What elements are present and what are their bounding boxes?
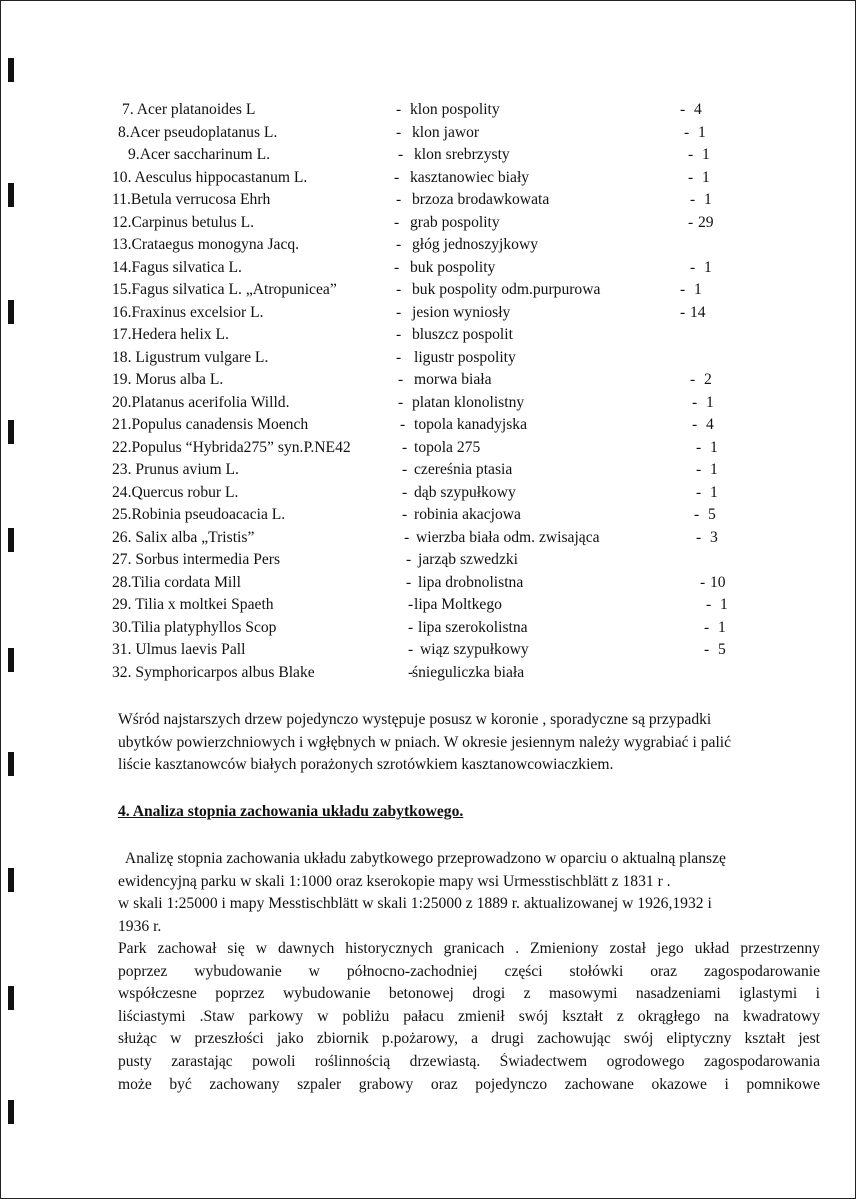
species-row — [0, 641, 856, 663]
species-row — [0, 416, 856, 438]
species-row — [0, 394, 856, 416]
tree-count: 1 — [704, 191, 712, 208]
separator-dash: - — [396, 326, 402, 343]
polish-name: klon pospolity — [410, 101, 500, 118]
species-row — [0, 169, 856, 191]
binding-mark — [8, 752, 14, 776]
species-row — [0, 304, 856, 326]
separator-dash: - — [400, 416, 406, 433]
separator-dash: - — [402, 461, 408, 478]
tree-count: 1 — [702, 168, 710, 186]
polish-name: klon jawor — [412, 123, 480, 141]
count-dash: - — [690, 258, 696, 276]
latin-name: 16.Fraxinus excelsior L. — [112, 303, 264, 321]
latin-name: 25.Robinia pseudoacacia L. — [112, 506, 286, 523]
binding-mark — [8, 58, 14, 82]
polish-name: czereśnia ptasia — [414, 461, 513, 478]
text-line: pusty zarastając powoli roślinnością drzewiastą. Świadectwem ogrodowego zagospodarowania — [118, 1053, 820, 1070]
latin-name: 18. Ligustrum vulgare L. — [112, 348, 269, 366]
tree-count: 3 — [710, 528, 718, 546]
latin-name: 11.Betula verrucosa Ehrh — [112, 191, 271, 208]
count-dash: - — [680, 303, 686, 321]
latin-name: 28.Tilia cordata Mill — [112, 573, 241, 591]
latin-name: 19. Morus alba L. — [112, 371, 224, 388]
text-line: Park zachował się w dawnych historycznych granicach . Zmieniony został jego układ przestrzenny — [118, 940, 820, 957]
tree-count: 1 — [698, 123, 706, 141]
polish-name: buk pospolity odm.purpurowa — [412, 281, 601, 298]
separator-dash: - — [396, 281, 402, 298]
text-line: Wśród najstarszych drzew pojedynczo występuje posusz w koronie , sporadyczne są przypadki — [118, 711, 712, 728]
section-heading: 4. Analiza stopnia zachowania układu zabytkowego. — [118, 803, 464, 820]
latin-name: 14.Fagus silvatica L. — [112, 258, 242, 276]
species-row — [0, 574, 856, 596]
binding-mark — [8, 868, 14, 892]
polish-name: grab pospolity — [410, 213, 500, 231]
text-line: liściastymi .Staw parkowy w pobliżu pałacu zmienił swój kształt z okrągłego na kwadratowy — [118, 1007, 820, 1025]
latin-name: 17.Hedera helix L. — [112, 326, 229, 343]
polish-name: ligustr pospolity — [414, 348, 516, 366]
separator-dash: - — [396, 191, 402, 208]
tree-count: 29 — [698, 213, 714, 231]
tree-count: 5 — [718, 641, 726, 658]
tree-count: 14 — [690, 303, 706, 321]
species-row — [0, 146, 856, 168]
text-line: liście kasztanowców białych porażonych szrotówkiem kasztanowcowiaczkiem. — [118, 756, 614, 774]
latin-name: 24.Quercus robur L. — [112, 483, 239, 501]
separator-dash: - — [398, 371, 404, 388]
polish-name: wierzba biała odm. zwisająca — [416, 528, 600, 546]
species-row — [0, 619, 856, 641]
species-row — [0, 326, 856, 348]
polish-name: lipa szerokolistna — [418, 618, 528, 636]
tree-count: 1 — [710, 483, 718, 501]
polish-name: morwa biała — [414, 371, 492, 388]
species-row — [0, 664, 856, 686]
count-dash: - — [696, 438, 702, 456]
tree-count: 2 — [704, 371, 712, 388]
separator-dash: - — [408, 596, 414, 613]
species-row — [0, 461, 856, 483]
polish-name: topola 275 — [414, 438, 481, 456]
latin-name: 27. Sorbus intermedia Pers — [112, 551, 281, 568]
polish-name: jarząb szwedzki — [418, 551, 519, 568]
polish-name: brzoza brodawkowata — [412, 191, 550, 208]
count-dash: - — [680, 281, 686, 298]
tree-count: 1 — [706, 393, 714, 411]
tree-count: 1 — [710, 438, 718, 456]
species-row — [0, 281, 856, 303]
tree-count: 4 — [706, 416, 714, 433]
count-dash: - — [690, 191, 696, 208]
species-row — [0, 236, 856, 258]
tree-count: 1 — [718, 618, 726, 636]
latin-name: 21.Populus canadensis Moench — [112, 416, 309, 433]
tree-count: 1 — [710, 461, 718, 478]
separator-dash: - — [396, 348, 402, 366]
text-line: poprzez wybudowanie w północno-zachodniej części stołówki oraz zagospodarowanie — [118, 962, 820, 980]
count-dash: - — [696, 483, 702, 501]
text-line: Analizę stopnia zachowania układu zabytkowego przeprowadzono w oparciu o aktualną planszę — [118, 850, 726, 867]
count-dash: - — [692, 393, 698, 411]
separator-dash: - — [394, 258, 400, 276]
separator-dash: - — [408, 663, 414, 681]
species-row — [0, 191, 856, 213]
species-row — [0, 529, 856, 551]
latin-name: 23. Prunus avium L. — [112, 461, 239, 478]
separator-dash: - — [402, 438, 408, 456]
count-dash: - — [700, 573, 706, 591]
latin-name: 15.Fagus silvatica L. „Atropunicea” — [112, 281, 337, 298]
species-row — [0, 124, 856, 146]
count-dash: - — [690, 371, 696, 388]
separator-dash: - — [398, 146, 404, 163]
count-dash: - — [680, 101, 686, 118]
tree-count: 1 — [720, 596, 728, 613]
latin-name: 29. Tilia x moltkei Spaeth — [112, 596, 274, 613]
latin-name: 10. Aesculus hippocastanum L. — [112, 168, 308, 186]
text-line: może być zachowany szpaler grabowy oraz pojedynczo zachowane okazowe i pomnikowe — [118, 1075, 820, 1093]
count-dash: - — [706, 596, 712, 613]
latin-name: 9.Acer saccharinum L. — [128, 146, 271, 163]
separator-dash: - — [394, 213, 400, 231]
text-line: w skali 1:25000 i mapy Messtischblätt w skali 1:25000 z 1889 r. aktualizowanej w 1926,1932 i — [118, 895, 712, 913]
separator-dash: - — [408, 618, 414, 636]
polish-name: bluszcz pospolit — [412, 326, 513, 343]
latin-name: 7. Acer platanoides L — [122, 101, 256, 118]
tree-count: 10 — [710, 573, 726, 591]
species-row — [0, 596, 856, 618]
count-dash: - — [688, 146, 694, 163]
count-dash: - — [688, 168, 694, 186]
latin-name: 8.Acer pseudoplatanus L. — [118, 123, 278, 141]
text-line: ubytków powierzchniowych i wgłębnych w pniach. W okresie jesiennym należy wygrabiać i palić — [118, 733, 732, 751]
separator-dash: - — [396, 101, 402, 118]
polish-name: dąb szypułkowy — [414, 483, 516, 501]
count-dash: - — [696, 461, 702, 478]
separator-dash: - — [396, 303, 402, 321]
separator-dash: - — [396, 236, 402, 253]
polish-name: klon srebrzysty — [414, 146, 510, 163]
species-row — [0, 101, 856, 123]
latin-name: 20.Platanus acerifolia Willd. — [112, 393, 290, 411]
separator-dash: - — [404, 528, 410, 546]
separator-dash: - — [402, 506, 408, 523]
tree-count: 5 — [708, 506, 716, 523]
text-line: współczesne poprzez wybudowanie betonowej drogi z masowymi nasadzeniami iglastymi i — [118, 985, 820, 1003]
species-row — [0, 349, 856, 371]
latin-name: 30.Tilia platyphyllos Scop — [112, 618, 277, 636]
tree-count: 1 — [694, 281, 702, 298]
species-row — [0, 551, 856, 573]
latin-name: 32. Symphoricarpos albus Blake — [112, 663, 315, 681]
tree-count: 1 — [704, 258, 712, 276]
species-row — [0, 259, 856, 281]
count-dash: - — [704, 641, 710, 658]
separator-dash: - — [396, 123, 402, 141]
tree-count: 1 — [702, 146, 710, 163]
latin-name: 26. Salix alba „Tristis” — [112, 528, 255, 546]
text-line: służąc w przeszłości jako zbiornik p.pożarowy, a drugi zachowując swój eliptyczny kształt jest — [118, 1030, 820, 1048]
count-dash: - — [692, 416, 698, 433]
count-dash: - — [696, 528, 702, 546]
polish-name: lipa Moltkego — [414, 596, 502, 613]
separator-dash: - — [398, 393, 404, 411]
separator-dash: - — [406, 551, 412, 568]
separator-dash: - — [394, 168, 400, 186]
polish-name: buk pospolity — [410, 258, 496, 276]
count-dash: - — [688, 213, 694, 231]
separator-dash: - — [402, 483, 408, 501]
species-row — [0, 214, 856, 236]
species-row — [0, 439, 856, 461]
latin-name: 22.Populus “Hybrida275” syn.P.NE42 — [112, 438, 351, 456]
polish-name: platan klonolistny — [412, 393, 525, 411]
species-row — [0, 484, 856, 506]
polish-name: śnieguliczka biała — [412, 663, 525, 681]
polish-name: kasztanowiec biały — [410, 168, 530, 186]
count-dash: - — [694, 506, 700, 523]
binding-mark — [8, 1100, 14, 1124]
polish-name: robinia akacjowa — [414, 506, 521, 523]
latin-name: 12.Carpinus betulus L. — [112, 213, 255, 231]
separator-dash: - — [406, 573, 412, 591]
text-line: 1936 r. — [118, 917, 162, 935]
polish-name: wiąz szypułkowy — [420, 641, 529, 658]
text-line: ewidencyjną parku w skali 1:1000 oraz kserokopie mapy wsi Urmesstischblätt z 1831 r . — [118, 872, 671, 890]
polish-name: głóg jednoszyjkowy — [412, 236, 539, 253]
species-row — [0, 371, 856, 393]
polish-name: lipa drobnolistna — [418, 573, 524, 591]
species-row — [0, 506, 856, 528]
polish-name: topola kanadyjska — [414, 416, 528, 433]
latin-name: 13.Crataegus monogyna Jacq. — [112, 236, 300, 253]
count-dash: - — [684, 123, 690, 141]
binding-mark — [8, 986, 14, 1010]
polish-name: jesion wyniosły — [412, 303, 511, 321]
tree-count: 4 — [694, 101, 702, 118]
count-dash: - — [704, 618, 710, 636]
latin-name: 31. Ulmus laevis Pall — [112, 641, 246, 658]
separator-dash: - — [408, 641, 414, 658]
